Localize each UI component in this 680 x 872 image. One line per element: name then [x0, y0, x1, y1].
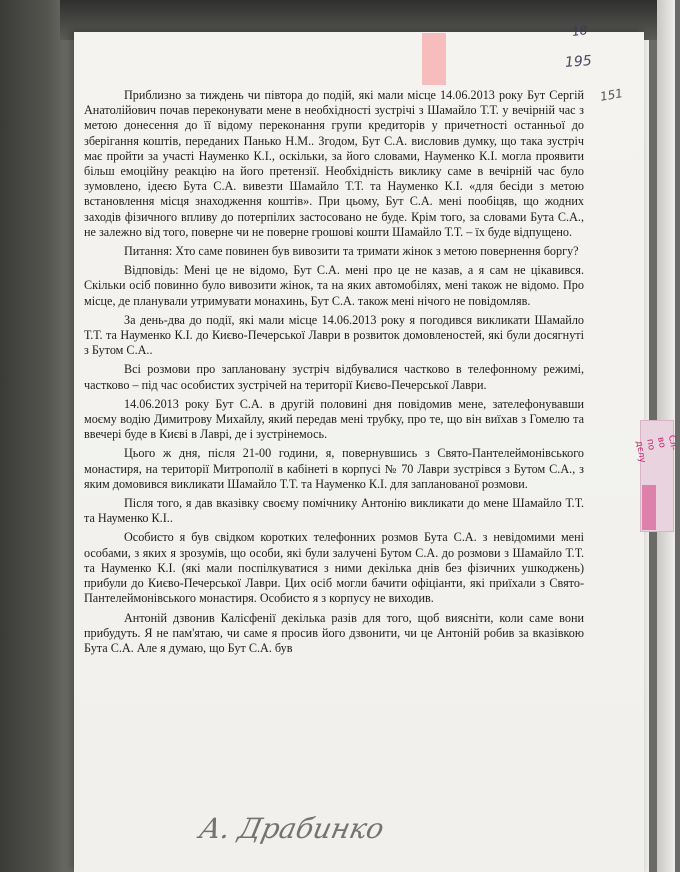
- paragraph: 14.06.2013 року Бут С.А. в другій половині дня повідомив мене, зателефонувавши моєму водію Димитрову Михайлу, який передав мені трубку, про те, що він виїхав з Гомелю та ввечері буде в Києві в Лаврі, де і зустрінемось.: [84, 396, 584, 442]
- document-body: [84, 88, 584, 660]
- paragraph: Антоній дзвонив Калісфенії декілька разів для того, щоб виясніти, коли саме вони прибудуть. Я не пам'ятаю, чи саме я просив його дзвонити, чи це Антоній робив за вказівкою Бута С.А. Але я думаю, що Бут С.А. був: [84, 610, 584, 655]
- handwritten-signature: [196, 812, 390, 867]
- paragraph-answer: Відповідь: Мені це не відомо, Бут С.А. мені про це не казав, а я сам не цікавився. Скільки осіб повинно було вивозити жінок, та на яких автомобілях, мені також не відомо. Про місце, де планували утримувати монахинь, Бут С.А. також мені нічого не повідомляв.: [84, 263, 584, 308]
- paragraph: За день-два до події, які мали місце 14.06.2013 року я погодився викликати Шамайло Т.Т. та Науменко К.І. до Києво-Печерської Лаври в розвиток домовленостей, які були досягнуті з Бутом С.А..: [84, 312, 584, 358]
- paragraph: Приблизно за тиждень чи півтора до подій, які мали місце 14.06.2013 року Бут Сергій Анатолійович почав переконувати мене в необхідності зустрічі з Шамайло Т.Т. у вечірній час з метою донесення до її відому переконання групи кредиторів у причетності останньої до зберігання коштів, переданих Панько Н.М.. Згодом, Бут С.А. висловив думку, що така зустріч має пройти за участі Науменко К.І., оскільки, за його словами, Науменко К.І. могла проявити більш емоційну реакцію на його претензії. Необхідність виклику саме в вечірній час було зумовлено, ідеєю Бута С.А. вивезти Шамайло Т.Т. та Науменко К.І. «для бесіди з метою встановлення місця знаходження коштів». При цьому, Бут С.А. мені пообіцяв, що жодних заходів фізичного впливу до потерпілих застосовано не буде. Крім того, за словами Бута С.А., не залежно від того, поверне чи не поверне грошові кошти Шамайло Т.Т. – їх буде відпущено.: [84, 88, 584, 239]
- side-note-text: Сл-во по дєлу: [633, 434, 679, 464]
- handwritten-page-number-secondary: 151: [598, 86, 624, 104]
- paragraph: Після того, я дав вказівку своєму помічнику Антонію викликати до мене Шамайло Т.Т. та Науменко К.І..: [84, 496, 584, 526]
- handwritten-page-number: 195: [564, 53, 593, 71]
- handwritten-number-top: 18: [571, 23, 589, 39]
- binder-shadow-left: [0, 0, 80, 872]
- paragraph: Всі розмови про заплановану зустріч відбувалися частково в телефонному режимі, частково – під час особистих зустрічей на території Києво-Печерської Лаври.: [84, 362, 584, 392]
- paragraph: Цього ж дня, після 21-00 години, я, повернувшись з Свято-Пантелеймонівського монастиря, на території Митрополії в кабінеті в корпусі № 70 Лаври зустрівся з Бутом С.А., з яким домовився викликати Шамайло Т.Т. та Науменко К.І. для запланованої розмови.: [84, 446, 584, 491]
- highlighter-mark: [642, 485, 656, 530]
- signature-text: А. Драбинко: [196, 812, 388, 845]
- paragraph-question: Питання: Хто саме повинен був вивозити та тримати жінок з метою повернення боргу?: [124, 244, 579, 259]
- pink-sticky-tab: [422, 33, 446, 85]
- paragraph: Особисто я був свідком коротких телефонних розмов Бута С.А. з невідомими мені особами, з яких я зрозумів, що особи, які були залучені Бутом С.А. до розмови з Шамайло Т.Т. та Науменко К.І. (які мали поспілкуватися з ними декілька днів без фізичних ушкоджень) прибули до Києво-Печерської Лаври. Цих осіб могли бачити офіціанти, які приїхали з Свято-Пантелеймонівського монастиря. Особисто я з корпусу не виходив.: [84, 530, 584, 606]
